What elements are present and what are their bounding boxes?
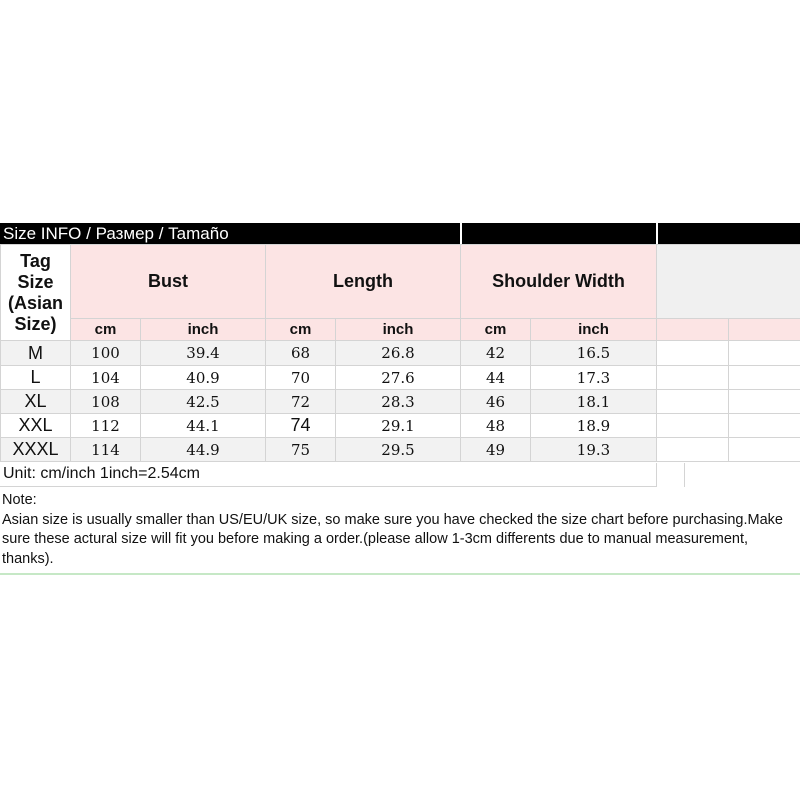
length-cm-cell: 72 xyxy=(266,390,336,414)
shoulder-inch-cell: 16.5 xyxy=(531,341,657,366)
shoulder-inch-cell: 18.9 xyxy=(531,414,657,438)
unit-header: inch xyxy=(531,319,657,341)
length-inch-cell: 27.6 xyxy=(336,366,461,390)
bust-cm-cell: 112 xyxy=(71,414,141,438)
size-cell: L xyxy=(1,366,71,390)
empty-unit-cell xyxy=(729,319,800,341)
bust-cm-cell: 104 xyxy=(71,366,141,390)
title-bar xyxy=(0,223,800,244)
shoulder-cm-cell: 46 xyxy=(461,390,531,414)
empty-cell xyxy=(729,390,800,414)
length-inch-cell: 29.5 xyxy=(336,438,461,462)
table-row xyxy=(1,438,800,462)
table-row xyxy=(1,390,800,414)
unit-header: cm xyxy=(266,319,336,341)
bust-inch-cell: 44.9 xyxy=(141,438,266,462)
note-text: Asian size is usually smaller than US/EU/UK size, so make sure you have checked the size chart before purchasing.Make sure these actural size will fit you before making a order.(please allow 1-3cm differents due to manual measurement, thanks). xyxy=(2,511,783,567)
unit-header: cm xyxy=(71,319,141,341)
length-inch-cell: 28.3 xyxy=(336,390,461,414)
table-row xyxy=(1,414,800,438)
empty-unit-cell xyxy=(657,319,729,341)
shoulder-inch-cell: 19.3 xyxy=(531,438,657,462)
length-header: Length xyxy=(266,245,461,319)
bust-inch-cell: 42.5 xyxy=(141,390,266,414)
grid-line xyxy=(656,463,657,487)
size-cell: XXL xyxy=(1,414,71,438)
bust-inch-cell: 39.4 xyxy=(141,341,266,366)
shoulder-width-header: Shoulder Width xyxy=(461,245,657,319)
empty-cell xyxy=(657,438,729,462)
length-cm-cell: 75 xyxy=(266,438,336,462)
length-inch-cell: 29.1 xyxy=(336,414,461,438)
bust-cm-cell: 108 xyxy=(71,390,141,414)
tag-size-header: Tag Size (Asian Size) xyxy=(1,245,71,341)
empty-cell xyxy=(657,390,729,414)
shoulder-cm-cell: 49 xyxy=(461,438,531,462)
length-inch-cell: 26.8 xyxy=(336,341,461,366)
chart-title: Size INFO / Размер / Tamaño xyxy=(3,224,229,243)
unit-header: inch xyxy=(336,319,461,341)
empty-cell xyxy=(729,341,800,366)
bust-cm-cell: 114 xyxy=(71,438,141,462)
bottom-rule xyxy=(0,573,800,575)
title-separator xyxy=(460,223,462,244)
shoulder-cm-cell: 48 xyxy=(461,414,531,438)
unit-header: inch xyxy=(141,319,266,341)
length-cm-cell: 74 xyxy=(266,414,336,438)
note-section xyxy=(2,491,798,569)
length-cm-cell: 70 xyxy=(266,366,336,390)
bust-inch-cell: 40.9 xyxy=(141,366,266,390)
bust-inch-cell: 44.1 xyxy=(141,414,266,438)
size-cell: M xyxy=(1,341,71,366)
size-cell: XXXL xyxy=(1,438,71,462)
empty-header-cell xyxy=(657,245,800,319)
empty-cell xyxy=(729,438,800,462)
size-cell: XL xyxy=(1,390,71,414)
bust-header: Bust xyxy=(71,245,266,319)
shoulder-cm-cell: 44 xyxy=(461,366,531,390)
size-table xyxy=(0,244,800,462)
unit-header: cm xyxy=(461,319,531,341)
empty-cell xyxy=(729,414,800,438)
empty-cell xyxy=(657,341,729,366)
empty-cell xyxy=(729,366,800,390)
shoulder-cm-cell: 42 xyxy=(461,341,531,366)
length-cm-cell: 68 xyxy=(266,341,336,366)
unit-conversion-text: Unit: cm/inch 1inch=2.54cm xyxy=(3,465,200,482)
grid-line xyxy=(684,463,685,487)
bust-cm-cell: 100 xyxy=(71,341,141,366)
shoulder-inch-cell: 18.1 xyxy=(531,390,657,414)
note-label: Note: xyxy=(2,492,37,508)
empty-cell xyxy=(657,366,729,390)
unit-line xyxy=(0,463,800,487)
empty-cell xyxy=(657,414,729,438)
grid-line xyxy=(0,486,656,487)
table-row xyxy=(1,341,800,366)
table-row xyxy=(1,366,800,390)
title-separator xyxy=(656,223,658,244)
shoulder-inch-cell: 17.3 xyxy=(531,366,657,390)
